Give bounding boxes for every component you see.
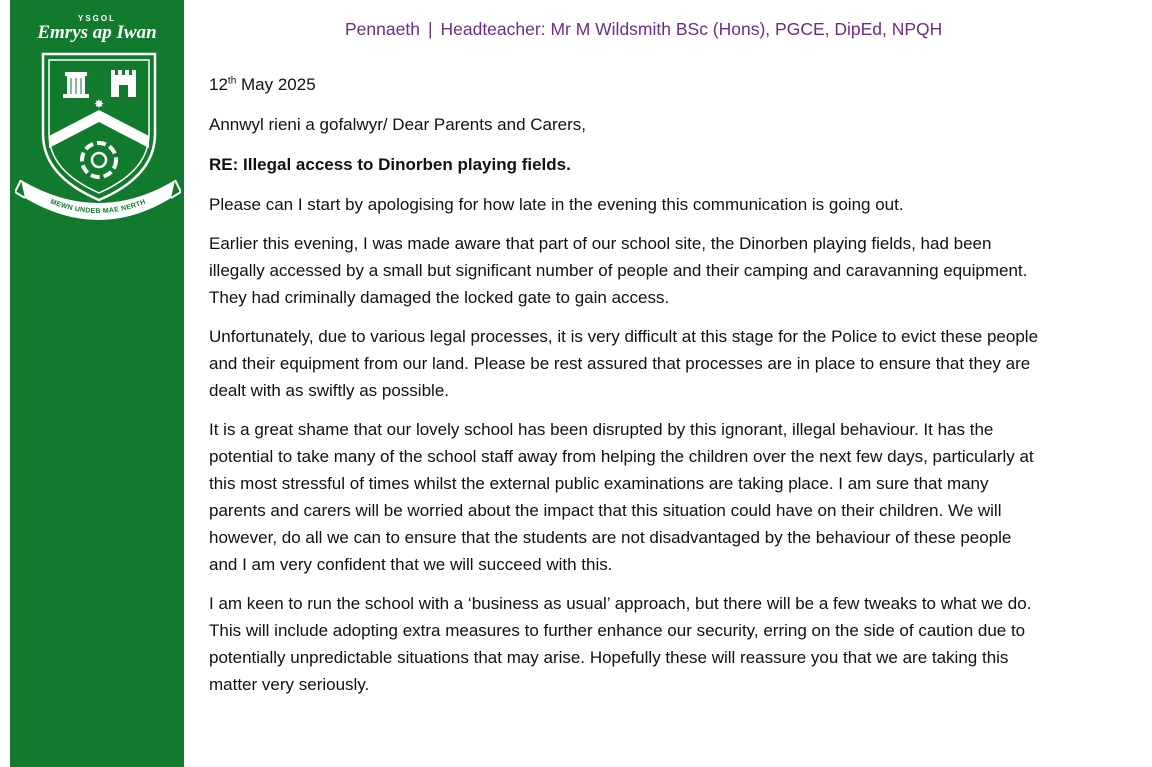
headteacher-header bbox=[345, 19, 942, 40]
paragraph-business-as-usual: I am keen to run the school with a ‘business as usual’ approach, but there will be a few tweaks to what we do. This will include adopting extra measures to further enhance our security, erring on the side of caution due to potentially unpredictable situations that may arise. Hopefully these will reassure you that we are taking this matter very seriously. bbox=[209, 594, 1032, 694]
role-english: Headteacher: bbox=[440, 19, 546, 39]
school-ysgol-label: YSGOL bbox=[77, 14, 116, 23]
letter-subject: RE: Illegal access to Dinorben playing fields. bbox=[209, 155, 571, 174]
date-rest: May 2025 bbox=[236, 75, 316, 94]
school-motto: MEWN UNDEB MAE NERTH bbox=[49, 198, 147, 216]
school-crest-icon bbox=[15, 48, 181, 228]
paragraph-incident: Earlier this evening, I was made aware that part of our school site, the Dinorben playing fields, had been illegally accessed by a small but significant number of people and their camping and caravanning equipment. They had criminally damaged the locked gate to gain access. bbox=[209, 234, 1028, 307]
paragraph-disruption: It is a great shame that our lovely school has been disrupted by this ignorant, illegal behaviour. It has the potential to take many of the school staff away from helping the children over the next few days, particularly at this most stressful of times whilst the external public examinations are taking place. I am sure that many parents and carers will be worried about the impact that this situation could have on their children. We will however, do all we can to ensure that the students are not disadvantaged by the behaviour of these people and I am very confident that we will succeed with this. bbox=[209, 420, 1034, 574]
svg-text:✸: ✸ bbox=[118, 122, 128, 135]
school-sidebar bbox=[10, 0, 184, 767]
date-day: 12 bbox=[209, 75, 228, 94]
svg-text:✸: ✸ bbox=[93, 97, 105, 111]
paragraph-legal: Unfortunately, due to various legal processes, it is very difficult at this stage for the Police to evict these people and their equipment from our land. Please be rest assured that processes are in place to ensure that they are dealt with as swiftly as possible. bbox=[209, 327, 1039, 400]
letter-greeting: Annwyl rieni a gofalwyr/ Dear Parents and Carers, bbox=[209, 115, 586, 134]
school-name: Emrys ap Iwan bbox=[37, 22, 157, 43]
header-separator: | bbox=[427, 19, 433, 39]
letter-date bbox=[209, 71, 1039, 98]
role-welsh: Pennaeth bbox=[345, 19, 420, 39]
paragraph-apology: Please can I start by apologising for how late in the evening this communication is going out. bbox=[209, 195, 904, 214]
headteacher-name: Mr M Wildsmith BSc (Hons), PGCE, DipEd, NPQH bbox=[550, 19, 943, 39]
school-logo-text bbox=[10, 14, 184, 43]
svg-text:✸: ✸ bbox=[70, 122, 80, 135]
letter-body bbox=[209, 71, 1039, 710]
date-suffix: th bbox=[227, 75, 237, 87]
